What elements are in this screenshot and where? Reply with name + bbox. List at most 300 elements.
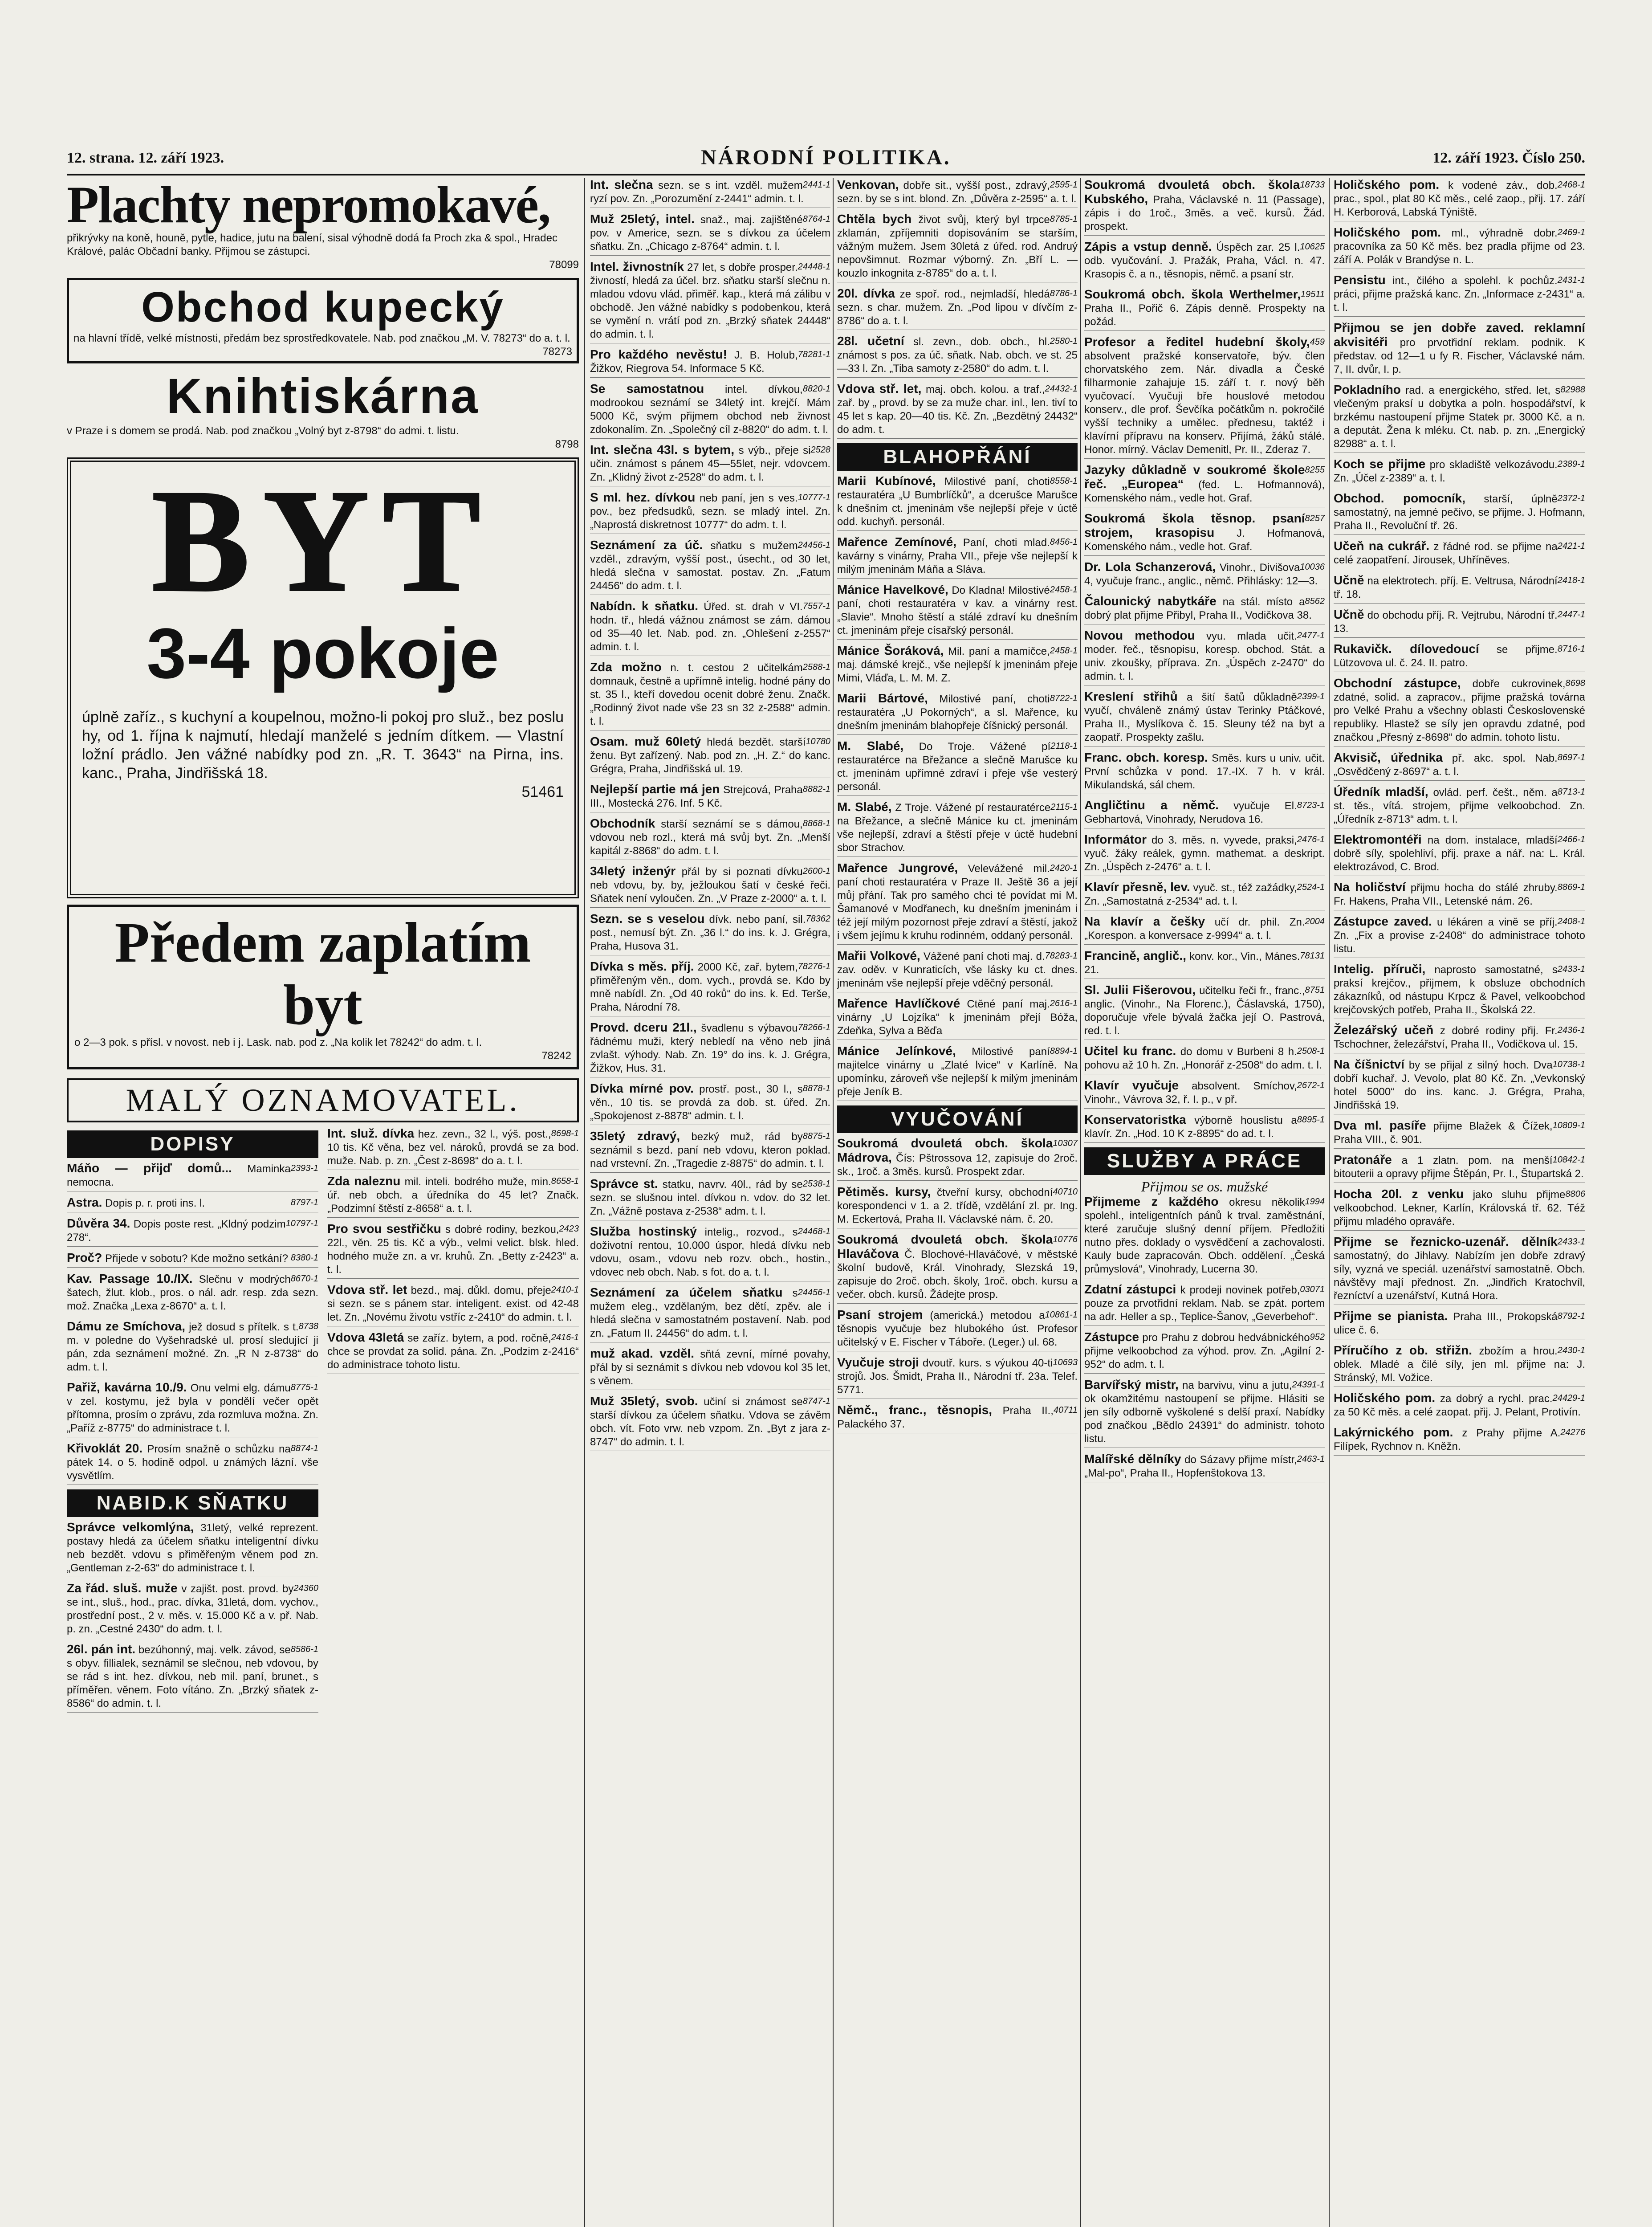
ad-text: ovlád. perf. češt., něm. a st. těs., vítá. strojem, přijme velkoobchod. Zn. „Úředník z-8713“ adm. t. l. xyxy=(1334,787,1585,825)
predem-ad xyxy=(67,905,579,1069)
ad-headline: Učně xyxy=(1334,608,1364,621)
ad-headline: Francině, anglič., xyxy=(1084,949,1187,963)
classified-ad xyxy=(67,1521,318,1577)
ad-headline: Přijmeme z každého xyxy=(1084,1195,1219,1208)
classified-ad xyxy=(837,1137,1078,1181)
ad-headline: Na holičství xyxy=(1334,880,1406,894)
ad-headline: Němč., franc., těsnopis, xyxy=(837,1403,993,1417)
ad-headline: Zápis a vstup denně. xyxy=(1084,240,1212,253)
classified-ad xyxy=(327,1283,579,1326)
ad-text: by se přijal z silný hoch. Dva dobří kuchař. J. Vevolo, plat 80 Kč. Zn. „Vevkonský hotel 5000“ do ins. kanc. J. Grégra, Praha, Jindřišská 19. xyxy=(1334,1059,1585,1111)
obchod-code: 78273 xyxy=(542,346,572,358)
ad-text: dobře sit., vyšší post., zdravý, sezn. by se s int. blond. Zn. „Důvěra z-2595“ a. t. l. xyxy=(837,179,1077,205)
ad-headline: Soukromá obch. škola Werthelmer, xyxy=(1084,287,1301,301)
ad-text: Strejcová, Praha III., Mostecká 276. Inf. 5 Kč. xyxy=(590,784,803,809)
ad-text: n. t. cestou 2 učitelkám domnauk, čestně a upřímně intelig. hodné pány do st. 35 l., kteří dovedou ocenit dobré ženu. Značk. „Rodinný život nade vše 23 sn 32 z-2588“ admin. t. l. xyxy=(590,662,830,727)
ad-text: Paní, choti mlad. kavárny s vinárny, Praha VII., přeje vše nejlepší k milým jmeninám Máňa a Sláva. xyxy=(837,537,1078,575)
ad-text: sňatku s mužem vzděl., zdravým, vyšší post., úsecht., od 30 let, hledá slečna v samostat. postav. Zn. „Fatum 24456“ do adm. t. l. xyxy=(590,540,830,592)
ad-headline: Pratonáře xyxy=(1334,1153,1392,1167)
classified-ad xyxy=(1084,1452,1325,1482)
ad-code: 2420-1 xyxy=(1050,863,1078,873)
ad-code: 10307 xyxy=(1053,1138,1078,1148)
ad-code: 2468-1 xyxy=(1557,180,1585,190)
ad-text: konv. kor., Vin., Mánes. 21. xyxy=(1084,950,1300,976)
ad-text: na dom. instalace, mladší dobrě síly, spolehliví, přij. praxe a nář. na: L. Král. elektrozávod, C. Brod. xyxy=(1334,834,1585,873)
classified-ad xyxy=(1084,1195,1325,1278)
ad-headline: muž akad. vzděl. xyxy=(590,1346,695,1360)
ad-headline: Franc. obch. koresp. xyxy=(1084,750,1208,764)
obchod-text: na hlavní třídě, velké místnosti, předám bez sprostředkovatele. Nab. pod značkou „M. V. 78273“ do a. t. l. xyxy=(73,332,570,344)
ad-headline: Obchodník xyxy=(590,816,655,830)
ad-text: starší, úplně samostatný, na jemné pečivo, se přijme. J. Hofmann, Praha II., Revoluční tř. 26. xyxy=(1334,493,1585,532)
ad-headline: Int. slečna xyxy=(590,178,653,192)
ad-text: jako sluhu přijme velkoobchod. Lekner, Karlín, Královská tř. 62. Též přijmu mladého opraváře. xyxy=(1334,1189,1585,1228)
classified-ad xyxy=(1084,595,1325,624)
ad-code: 8255 xyxy=(1305,465,1325,475)
classified-ad xyxy=(1084,751,1325,794)
ad-headline: Na číšnictví xyxy=(1334,1057,1404,1071)
classified-ad xyxy=(1334,881,1585,910)
ad-text: neb paní, jen s ves. pov., bez předsudků, sezn. se mladý intel. Zn. „Naprostá diskretnost 10777“ do adm. t. l. xyxy=(590,492,830,531)
classified-ad xyxy=(1084,178,1325,236)
classified-ad xyxy=(1334,833,1585,876)
ad-code: 78283-1 xyxy=(1045,951,1078,961)
ad-text: a 1 zlatn. pom. na menší bitouterii a opravy přijme Štěpán, Pr. I., Štupartská 2. xyxy=(1334,1154,1584,1180)
ad-text: švadlenu s výbavou řádnému muži, který nebledí na věno neb jiná zvlašt. výhody. Nab. Zn. 19° do ins. k. J. Grégra, Žižkov, Hus. 31. xyxy=(590,1022,830,1074)
header-right: 12. září 1923. Číslo 250. xyxy=(1432,150,1585,166)
column-divider xyxy=(833,178,834,2227)
classified-ad xyxy=(1334,1153,1585,1183)
ad-code: 40711 xyxy=(1053,1405,1078,1415)
ad-code: 24276 xyxy=(1560,1428,1585,1437)
classified-ad xyxy=(837,535,1078,579)
column-3 xyxy=(837,178,1078,2227)
ad-text: dvoutř. kurs. s výukou 40-ti strojů. Jos. Šmidt, Praha II., Národní tř. 23a. Telef. 5771. xyxy=(837,1357,1078,1396)
header-rule xyxy=(67,174,1585,175)
ad-code: 8764-1 xyxy=(802,214,830,224)
ad-headline: Marii Kubínové, xyxy=(837,474,936,488)
ad-code: 8878-1 xyxy=(802,1084,830,1093)
classified-ad xyxy=(837,1044,1078,1101)
left-subcol-a xyxy=(67,1127,318,1717)
ad-text: v zajišt. post. provd. by se int., sluš., hod., prac. dívka, 31letá, dom. vychov., prostřední post., 2 v. měs. v. 15.000 Kč a v. př. Nab. p. zn. „Cestné 2430“ do adm. t. l. xyxy=(67,1583,318,1635)
byt-ad xyxy=(67,457,579,898)
ad-text: Vinohr., Divišova 4, vyučuje franc., anglic., němč. Přihlásky: 12—3. xyxy=(1084,562,1318,587)
ad-code: 8747-1 xyxy=(802,1396,830,1406)
column-divider xyxy=(584,178,585,2227)
ad-text: Praha, Václavské n. 11 (Passage), zápis i do 1roč., 3měs. a več. kursů. Žád. prospekt. xyxy=(1084,194,1325,232)
ad-text: bezúhonný, maj. velk. závod, se s obyv. fillialek, seznámil se slečnou, neb vdovou, by se rád s int. hez. dívkou, neb mil. paní, brunet., s příměřen. věnem. Foto vítáno. Zn. „Brzký sňatek z-8586“ do admin. t. l. xyxy=(67,1644,318,1709)
ad-code: 2463-1 xyxy=(1297,1454,1325,1464)
ad-text: přijme Blažek & Čížek, Praha VIII., č. 901. xyxy=(1334,1120,1553,1146)
ad-text: Onu velmi elg. dámu v zel. kostymu, jež byla v pondělí večer opět přítomna, prosím o zprávu, zda rozmluva možna. Zn. „Paříž z-8775“ do administrace t. l. xyxy=(67,1382,318,1434)
ad-headline: Správce velkomlýna, xyxy=(67,1520,194,1534)
plachty-text: přikrývky na koně, houně, pytle, hadice, jutu na balení, sisal výhodně dodá fa Proch zka & spol., Hradec Králové, palác Občadní banky. Přijmou se zástupci. xyxy=(67,232,557,257)
classified-ad xyxy=(590,212,830,256)
classified-ad xyxy=(1334,963,1585,1019)
classified-ad xyxy=(1084,1079,1325,1109)
ad-headline: Železářský učeň xyxy=(1334,1023,1434,1037)
ad-code: 19511 xyxy=(1300,290,1325,299)
classified-ad xyxy=(1334,751,1585,781)
ad-text: Čís: Pštrossova 12, zapisuje do 2roč. sk., 1roč. a 3měs. kursů. Prospekt zdar. xyxy=(837,1152,1078,1178)
ad-code: 10780 xyxy=(806,737,830,746)
ad-text: pro prvotřidní reklam. podnik. K představ. od 12—1 u fy R. Fischer, Václavské nám. 7, II. dvůr, I. p. xyxy=(1334,337,1585,375)
ad-headline: Kreslení střihů xyxy=(1084,689,1178,703)
classified-ad xyxy=(590,960,830,1016)
ad-headline: Soukromá dvouletá obch. škola Hlaváčova xyxy=(837,1232,1053,1260)
ad-text: Ctěné paní maj. vinárny „U Lojzíka“ k jmeninám přejí Bóža, Zdeňka, Sylva a Běďa xyxy=(837,998,1078,1037)
ad-code: 952 xyxy=(1310,1332,1325,1342)
ad-code: 459 xyxy=(1310,337,1325,347)
classified-ad xyxy=(590,783,830,812)
ad-headline: Sl. Julii Fišerovou, xyxy=(1084,983,1196,997)
ad-headline: Elektromontéři xyxy=(1334,832,1422,846)
classified-ad xyxy=(67,1643,318,1713)
classified-ad xyxy=(1334,1024,1585,1053)
ad-headline: Pětiměs. kursy, xyxy=(837,1185,931,1199)
ad-text: ml., výhradně dobr. pracovníka za 50 Kč měs. bez pradla přijme od 23. září A. Polák v Brandýse n. L. xyxy=(1334,227,1585,266)
ad-headline: Psaní strojem xyxy=(837,1308,923,1322)
ad-headline: Přijme se pianista. xyxy=(1334,1309,1448,1323)
ad-headline: Barvířský mistr, xyxy=(1084,1378,1179,1391)
ad-text: J. Hofmanová, Komenského nám., vedle hot. Graf. xyxy=(1084,527,1325,553)
ad-code: 8586-1 xyxy=(290,1644,318,1654)
ad-code: 8785-1 xyxy=(1050,214,1078,224)
list-col3-vyuc xyxy=(837,1137,1078,1433)
column-2 xyxy=(590,178,830,2227)
ad-text: s výb., přeje si učin. známost s pánem 45—55let, nejr. vdovcem. Zn. „Klidný život z-2528“ do adm. t. l. xyxy=(590,445,830,483)
ad-text: statku, navrv. 40l., rád by se sezn. se slušnou intel. dívkou n. vdov. do 32 let. Zn. „Vážně postava z-2538“ adm. t. l. xyxy=(590,1179,830,1217)
ad-headline: Malířské dělníky xyxy=(1084,1452,1181,1466)
ad-code: 2600-1 xyxy=(802,866,830,876)
ad-code: 10693 xyxy=(1053,1358,1078,1367)
byt-subtitle: 3-4 pokoje xyxy=(146,613,499,693)
maly-oznamovatel-heading: MALÝ OZNAMOVATEL. xyxy=(67,1078,579,1122)
list-col4-top xyxy=(1084,178,1325,1143)
ad-code: 8868-1 xyxy=(802,819,830,828)
section-sluzby: SLUŽBY A PRÁCE xyxy=(1084,1147,1325,1175)
ad-code: 2410-1 xyxy=(551,1285,579,1295)
classified-ad xyxy=(590,178,830,208)
ad-headline: Důvěra 34. xyxy=(67,1216,130,1230)
ad-code: 8786-1 xyxy=(1050,289,1078,298)
classified-ad xyxy=(1334,457,1585,487)
ad-text: Do Kladna! Milostivé paní, choti restauratéra v kav. a vinárny rest. „Slavie“. Mnoho štěstí a stálé zdraví ku dnešním ct. jmeninám přeje císařský personál. xyxy=(837,584,1078,636)
ad-text: J. B. Holub, Žižkov, Riegrova 54. Informace 5 Kč. xyxy=(590,349,798,375)
ad-code: 2431-1 xyxy=(1557,275,1585,285)
ad-code: 24456-1 xyxy=(798,540,830,550)
ad-headline: Mánice Šoráková, xyxy=(837,644,944,657)
ad-code: 8558-1 xyxy=(1050,476,1078,486)
ad-text: s dobré rodiny, bezkou, 22l., věn. 25 tis. Kč a výb., velmi velict. blsk. hled. hodného muže zn. a vr. kruhů. Zn. „Betty z-2423“ a. t. l. xyxy=(327,1224,579,1276)
classified-ad xyxy=(590,1395,830,1451)
classified-ad xyxy=(1084,1044,1325,1074)
ad-text: okresu několik spolehl., inteligentních pánů k trval. zaměstnání, které zaručuje slušný denní příjem. Předložiti nutno přes. doklady o vysvědčení a zachovalosti. Kauly bude zapracován. Obch. oddělení. „Česká průmyslová“, Vinohrady, Lucerna 30. xyxy=(1084,1196,1325,1275)
classified-ad xyxy=(590,382,830,439)
ad-code: 2588-1 xyxy=(802,662,830,672)
classified-ad xyxy=(67,1272,318,1315)
plachty-code: 78099 xyxy=(549,259,579,271)
classified-ad xyxy=(837,287,1078,330)
ad-code: 2458-1 xyxy=(1050,646,1078,656)
ad-code: 2393-1 xyxy=(290,1163,318,1173)
ad-headline: Holičského pom. xyxy=(1334,1391,1436,1405)
obchod-ad xyxy=(67,278,579,363)
ad-headline: Intelig. příruči, xyxy=(1334,962,1426,976)
ad-headline: Zdatní zástupci xyxy=(1084,1282,1176,1296)
ad-code: 78281-1 xyxy=(798,350,830,359)
ad-headline: Astra. xyxy=(67,1195,102,1209)
classified-ad xyxy=(1334,1344,1585,1387)
ad-code: 10861-1 xyxy=(1045,1310,1078,1320)
ad-headline: Pařiž, kavárna 10./9. xyxy=(67,1380,187,1394)
ad-headline: Mařence Havlíčkové xyxy=(837,996,960,1010)
classified-ad xyxy=(1334,226,1585,269)
ad-code: 10777-1 xyxy=(798,493,830,502)
classified-ad xyxy=(1084,288,1325,331)
ad-headline: Proč? xyxy=(67,1251,102,1264)
ad-text: Do Troje. Vážené pí restauratérce na Břežance a slečně Marušce ku ct. jmeninám upřímné zdraví i přeje vše vesterý personál. xyxy=(837,741,1078,793)
header-left: 12. strana. 12. září 1923. xyxy=(67,150,224,166)
ad-code: 8697-1 xyxy=(1557,753,1585,763)
ad-headline: 26l. pán int. xyxy=(67,1642,136,1656)
classified-ad xyxy=(1334,1309,1585,1339)
ad-headline: Nejlepší partie má jen xyxy=(590,782,720,796)
ad-code: 24448-1 xyxy=(798,262,830,272)
ad-text: intelig., rozvod., s doživotní rentou, 10.000 úspor, hledá dívku neb vdovu, osam., vdovu neb rozv. obch., hostin., vdovec neb obch. Nab. s fot. do a. t. l. xyxy=(590,1226,830,1278)
ad-code: 10842-1 xyxy=(1552,1155,1585,1165)
ad-text: Milostivé paní, choti restauratéra „U Bumbrlíčků“, a dcerušce Marušce k dnešním ct. jmeninám vše nejlepší přeje v úctě odd. kuchyň. personál. xyxy=(837,476,1078,528)
ad-code: 8882-1 xyxy=(802,784,830,794)
ad-text: 2000 Kč, zař. bytem, přiměřeným věn., dom. vych., provdá se. Kdo by mně nabídl. Zn. „Od 40 roků“ do ins. k. Ed. Terše, Praha, Národní 78. xyxy=(590,961,830,1013)
ad-text: naprosto samostatné, s praksí krejčov., přijmem, k obsluze obchodních zákazníků, od nástupu Krpcz & Pavel, velkoobchod krejčovských potřeb, Praha II., Školská 22. xyxy=(1334,964,1585,1016)
classified-ad xyxy=(1084,1378,1325,1448)
classified-ad xyxy=(837,739,1078,796)
ad-headline: Obchod. pomocník, xyxy=(1334,491,1465,505)
ad-headline: Služba hostinský xyxy=(590,1224,697,1238)
classified-ad xyxy=(1084,833,1325,876)
ad-code: 2433-1 xyxy=(1557,1237,1585,1247)
ad-text: Praha II., Palackého 37. xyxy=(837,1405,1054,1430)
ad-headline: Dámu ze Smíchova, xyxy=(67,1319,185,1333)
classified-ad xyxy=(590,817,830,860)
ad-text: (americká.) metodou a těsnopis vyučuje bez hlubokého úst. Profesor učitelský v E. Fischer v Táboře. (Leger.) ul. 68. xyxy=(837,1309,1078,1348)
column-divider xyxy=(1080,178,1081,2227)
ad-code: 8713-1 xyxy=(1557,787,1585,797)
classified-ad xyxy=(1084,629,1325,685)
classified-ad xyxy=(1334,574,1585,604)
list-nabid-b xyxy=(327,1127,579,1374)
classified-ad xyxy=(327,1222,579,1279)
classified-ad xyxy=(1334,539,1585,569)
left-subcol-b xyxy=(327,1127,579,1717)
ad-headline: M. Slabé, xyxy=(837,739,904,753)
classified-ad xyxy=(590,443,830,486)
ad-code: 2469-1 xyxy=(1557,228,1585,237)
ad-text: Přijede v sobotu? Kde možno setkání? xyxy=(105,1252,288,1264)
ad-code: 10036 xyxy=(1300,562,1325,572)
ad-text: Vážené paní choti maj. d. zav. oděv. v Kunraticích, vše lásky ku ct. dnes. jmeninám vše nejlepší přeje vděčný personál. xyxy=(837,950,1078,989)
ad-code: 24360 xyxy=(293,1583,318,1593)
ad-headline: Učně xyxy=(1334,573,1364,587)
section-vyucovani: VYUČOVÁNÍ xyxy=(837,1105,1078,1133)
ad-code: 2115-1 xyxy=(1050,802,1078,812)
ad-headline: Lakýrnického pom. xyxy=(1334,1425,1453,1439)
ad-text: hledá bezdět. starší ženu. Byt zařízený. Nab. pod zn. „H. Z.“ do kanc. Grégra, Praha, Jindřišská ul. 19. xyxy=(590,736,830,775)
ad-headline: Kav. Passage 10./IX. xyxy=(67,1272,193,1285)
ad-text: do 3. měs. n. vyvede, praksi, vyuč. žáky reálek, gymn. mathemat. a deskript. Zn. „Úspěch z-2476“ a. t. l. xyxy=(1084,834,1325,873)
ad-text: do domu v Burbeni 8 h. pohovu až 10 h. Zn. „Honorář z-2508“ do adm. t. l. xyxy=(1084,1046,1322,1071)
ad-code: 8820-1 xyxy=(802,384,830,394)
ad-text: hez. zevn., 32 l., výš. post., 10 tis. Kč věna, bez vel. nároků, provdá se za bod. muže. Nab. p. zn. „Čest z-8698“ do a. t. l. xyxy=(327,1128,579,1167)
ad-text: se zaříz. bytem, a pod. ročně, chce se provdat za solid. pána. Zn. „Podzim z-2416“ do administrace tohoto listu. xyxy=(327,1332,579,1371)
predem-code: 78242 xyxy=(541,1050,571,1062)
ad-text: Velevážené mil. paní choti restauratéra v Praze II. Ještě 36 a její můj přání. Tak pro samého chci té povídat mi M. Šamanové v Modřanech, ku dnešním jmeninám i též její milým pozornost přeje zdraví a štěstí, jakož i všem jejímu k kruhu rodinném, oddaný personál. xyxy=(837,863,1078,942)
ad-code: 2476-1 xyxy=(1297,835,1325,844)
classified-ad xyxy=(1084,335,1325,459)
plachty-title: Plachty nepromokavé, xyxy=(67,178,550,234)
ad-code: 2447-1 xyxy=(1557,610,1585,620)
ad-code: 2421-1 xyxy=(1557,541,1585,551)
ad-headline: 28l. učetní xyxy=(837,334,904,348)
ad-code: 8562 xyxy=(1305,596,1325,606)
ad-code: 10809-1 xyxy=(1552,1121,1585,1130)
ad-text: sňtá zevní, mírné povahy, přál by si seznámit s dívkou neb vdovou kol 35 let, s věnem. xyxy=(590,1348,830,1387)
ad-code: 2423 xyxy=(559,1224,579,1234)
ad-code: 8738 xyxy=(298,1322,318,1331)
classified-ad xyxy=(1084,240,1325,283)
ad-code: 78266-1 xyxy=(798,1023,830,1032)
ad-headline: Klavír přesně, lev. xyxy=(1084,880,1190,894)
ad-headline: Mánice Jelínkové, xyxy=(837,1044,956,1058)
classified-ad xyxy=(590,1286,830,1342)
ad-text: Slečnu v modrých šatech, žlut. klob., pros. o nál. adr. resp. zda sezn. mož. Značka „Lexa z-8670“ a. t. l. xyxy=(67,1273,318,1312)
ad-code: 8722-1 xyxy=(1050,693,1078,703)
ad-code: 8716-1 xyxy=(1557,644,1585,654)
ad-text: Prosím snažně o schůzku na pátek 14. o 5. hodině odpol. u známých lázní. vše vysvětlím. xyxy=(67,1443,318,1482)
classified-ad xyxy=(1084,1330,1325,1374)
ad-headline: Provd. dceru 21l., xyxy=(590,1020,697,1034)
byt-title: BYT xyxy=(151,460,494,622)
list-nabid-a xyxy=(67,1521,318,1713)
classified-ad xyxy=(1334,1235,1585,1305)
ad-code: 24391-1 xyxy=(1292,1380,1325,1390)
ad-headline: Mařence Zemínové, xyxy=(837,535,956,549)
ad-headline: 20l. dívka xyxy=(837,286,895,300)
classified-ad xyxy=(1084,463,1325,507)
classified-ad xyxy=(1334,273,1585,317)
sluzby-subheading: Přijmou se os. mužské xyxy=(1141,1179,1268,1195)
classified-ad xyxy=(67,1582,318,1638)
ad-code: 24456-1 xyxy=(798,1288,830,1297)
byt-code: 51461 xyxy=(521,783,564,800)
classified-ad xyxy=(837,800,1078,857)
ad-code: 2477-1 xyxy=(1297,631,1325,640)
ad-text: rad. a energického, střed. let, s vlečeným praksí u dobytka a poln. hospodářství, k brzkému nastoupení přijme Statek pr. 3000 Kč. a n. a deputát. Žena k mléku. Ct. nab. p. zn. „Energický 82988“ a. t. l. xyxy=(1334,384,1585,450)
ad-headline: Seznámení za účelem sňatku xyxy=(590,1285,783,1299)
ad-text: do obchodu příj. R. Vejtrubu, Národní tř. 13. xyxy=(1334,609,1558,635)
ad-code: 03071 xyxy=(1300,1285,1325,1294)
ad-text: absolvent. Smíchov, Vinohr., Vávrova 32, ř. I. p., v př. xyxy=(1084,1080,1297,1105)
ad-headline: Přijme se řeznicko-uzenář. dělník xyxy=(1334,1235,1558,1248)
ad-code: 2672-1 xyxy=(1297,1081,1325,1090)
section-dopisy: DOPISY xyxy=(67,1130,318,1158)
column-divider xyxy=(1329,178,1330,2227)
ad-text: přál by si poznati dívku neb vdovu, by. by, ježloukou šatí v české řeči. Sňatek není vyloučen. Zn. „V Praze z-2000“ a. t. l. xyxy=(590,866,830,905)
column-5 xyxy=(1334,178,1585,2227)
classified-ad xyxy=(1334,1119,1585,1149)
ad-text: int., čilého a spolehl. k pochůz. práci, přijme pražská kanc. Zn. „Informace z-2431“ a. t. l. xyxy=(1334,275,1585,314)
classified-ad xyxy=(590,1130,830,1173)
ad-headline: Jazyky důkladně v soukromé škole řeč. „Europea“ xyxy=(1084,463,1305,491)
column-4 xyxy=(1084,178,1325,2227)
ad-code: 8698-1 xyxy=(551,1129,579,1138)
classified-ad xyxy=(590,661,830,730)
ad-code: 2418-1 xyxy=(1557,575,1585,585)
ad-headline: Mařence Jungrové, xyxy=(837,861,958,875)
ad-headline: Učitel ku franc. xyxy=(1084,1044,1176,1058)
classified-ad xyxy=(1334,677,1585,746)
ad-headline: Hocha 20l. z venku xyxy=(1334,1187,1464,1201)
ad-headline: Akvisič, úřednika xyxy=(1334,750,1443,764)
ad-text: za dobrý a rychl. prac. za 50 Kč měs. a celé zaopat. přij. J. Pelant, Protivín. xyxy=(1334,1393,1581,1418)
classified-ad xyxy=(837,644,1078,687)
ad-headline: Angličtinu a němč. xyxy=(1084,798,1219,812)
ad-text: ze spoř. rod., nejmladší, hledá sezn. s char. mužem. Zn. „Pod lipou v dívčím z-8786“ do a. t. l. xyxy=(837,288,1078,327)
ad-code: 2595-1 xyxy=(1050,180,1078,190)
classified-ad xyxy=(837,1308,1078,1351)
ad-headline: Mařii Volkové, xyxy=(837,949,920,963)
classified-ad xyxy=(1084,881,1325,910)
ad-headline: Zda možno xyxy=(590,660,662,674)
ad-headline: Pro svou sestřičku xyxy=(327,1222,441,1236)
ad-code: 8698 xyxy=(1565,678,1585,688)
ad-headline: Úředník mladší, xyxy=(1334,785,1428,799)
list-col3-top xyxy=(837,178,1078,439)
classified-ad xyxy=(67,1196,318,1212)
ad-code: 24432-1 xyxy=(1045,384,1078,394)
ad-text: starší seznámí se s dámou, vdovou neb rozl., která má svůj byt. Zn. „Menší kapitál z-8868“ do adm. t. l. xyxy=(590,818,830,857)
classified-ad xyxy=(67,1381,318,1437)
ad-headline: Čalounický nabytkáře xyxy=(1084,594,1217,608)
ad-code: 8658-1 xyxy=(551,1176,579,1186)
ad-text: k vodené záv., dob. prac., spol., plat 80 Kč měs., celé zaop., přij. 17. září H. Kerborová, Labská Týniště. xyxy=(1334,179,1585,218)
classified-ad xyxy=(1084,690,1325,746)
classified-ad xyxy=(837,861,1078,945)
ad-code: 8456-1 xyxy=(1050,537,1078,547)
ad-headline: S ml. hez. dívkou xyxy=(590,490,696,504)
ad-code: 2458-1 xyxy=(1050,585,1078,595)
classified-ad xyxy=(1334,1187,1585,1231)
ad-code: 2004 xyxy=(1305,917,1325,926)
ad-text: učitelku řeči fr., franc., anglic. (Vinohr., Na Florenc.), Čáslavská, 1750), doporučuje vřele bývalá žačka její O. Pastrová, red. t. l. xyxy=(1084,985,1325,1037)
ad-headline: Vdova stř. let xyxy=(327,1283,407,1297)
ad-text: vyu. mlada učit. moder. řeč., těsnopisu, koresp. obchod. Stát. a univ. zkoušky, příprava. Zn. „Úspěch z-2470“ do admin. t. l. xyxy=(1084,630,1325,682)
ad-headline: Holičského pom. xyxy=(1334,178,1440,192)
classified-ad xyxy=(837,997,1078,1040)
classified-ad xyxy=(837,583,1078,640)
ad-text: bezd., maj. důkl. domu, přeje si sezn. se s pánem star. inteligent. exist. od 42-48 let. Zn. „Novému životu vstříc z-2410“ do admin. t. l. xyxy=(327,1285,579,1323)
ad-text: na barvivu, vinu a jutu, ok okamžitému nastoupení se přijme. Hlásiti se jen síly odborně vyškolené s delší praxí. Nabídky pod značkou „Bědlo 24391“ do administr. tohoto listu. xyxy=(1084,1379,1325,1445)
ad-headline: Dívka s měs. příj. xyxy=(590,959,694,973)
classified-ad xyxy=(327,1127,579,1170)
classified-ad xyxy=(590,1177,830,1220)
ad-text: Praha III., Prokopská ulice č. 6. xyxy=(1334,1311,1558,1336)
ad-headline: Marii Bártové, xyxy=(837,691,928,705)
ad-code: 2416-1 xyxy=(551,1333,579,1342)
classified-ad xyxy=(67,1217,318,1247)
